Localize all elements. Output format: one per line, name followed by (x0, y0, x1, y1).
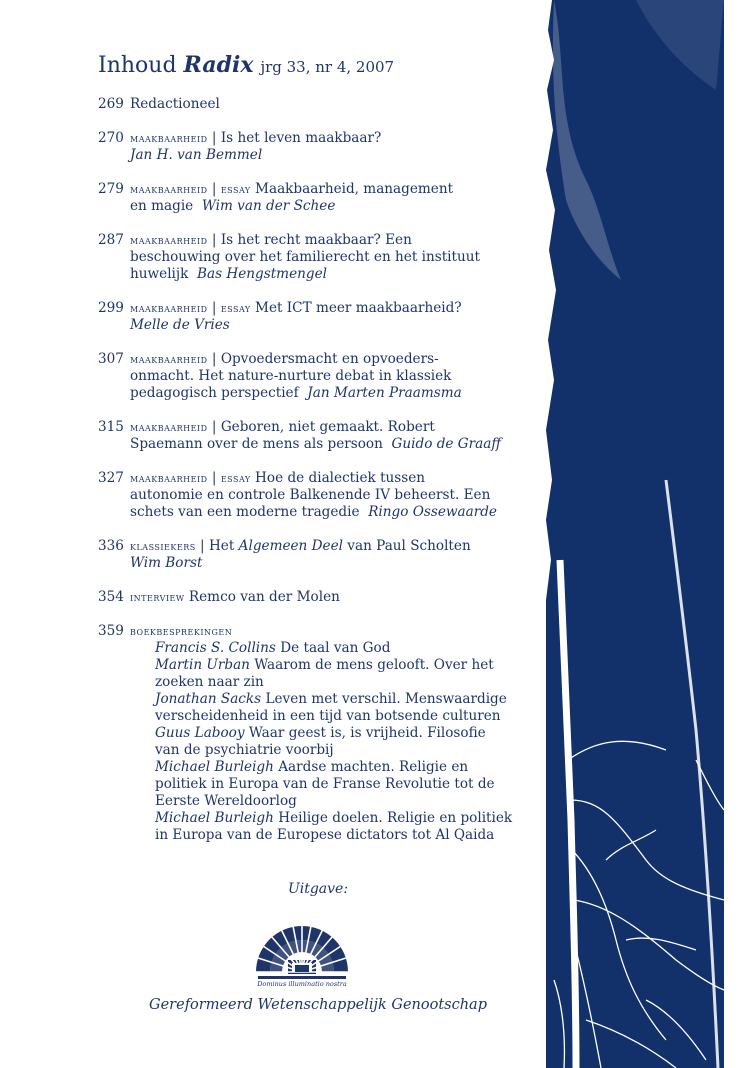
toc-entry[interactable]: 279 maakbaarheid | essay Maakbaarheid, management en magie Wim van der Schee (98, 181, 454, 214)
list-item[interactable] (155, 691, 538, 725)
section-label: maakbaarheid (130, 353, 208, 366)
publisher-name: Gereformeerd Wetenschappelijk Genootschap (149, 997, 487, 1013)
section-label: klassiekers (130, 540, 196, 553)
book-title-cont: verscheidenheid in een tijd van botsende culturen (155, 708, 501, 724)
entry-title-cont: onmacht. Het nature-nurture debat in klassiek (130, 368, 452, 384)
title-issue: jrg 33, nr 4, 2007 (260, 58, 395, 76)
sunburst-logo-icon (252, 910, 352, 990)
entry-title-cont: autonomie en controle Balkenende IV beheerst. Een (130, 487, 491, 503)
book-title-cont: Eerste Wereldoorlog (155, 793, 297, 809)
page-title (98, 50, 538, 82)
toc-entry[interactable]: 270 maakbaarheid | Is het leven maakbaar? Jan H. van Bemmel (98, 130, 538, 164)
toc-entry[interactable]: 287 maakbaarheid | Is het recht maakbaar? Een beschouwing over het familierecht en het instituut huwelijk Bas Hengstmengel (98, 232, 538, 283)
entry-title-cont: van Paul Scholten (347, 538, 471, 554)
section-label: maakbaarheid (130, 472, 208, 485)
book-title: Leven met verschil. Menswaardige (265, 691, 507, 707)
entry-title: Met ICT meer maakbaarheid? (255, 300, 462, 316)
book-author: Martin Urban (155, 657, 250, 673)
uitgave-label: Uitgave: (287, 881, 349, 897)
book-title: Heilige doelen. Religie en politiek (278, 810, 513, 826)
entry-title: Hoe de dialectiek tussen (255, 470, 426, 486)
entry-author: Ringo Ossewaarde (368, 504, 497, 520)
book-author: Michael Burleigh (155, 759, 274, 775)
entry-author: Wim Borst (130, 555, 203, 571)
book-author: Guus Labooy (155, 725, 245, 741)
entry-title-cont: Spaemann over de mens als persoon (130, 436, 383, 452)
section-label: maakbaarheid (130, 421, 208, 434)
entry-title: Opvoedersmacht en opvoeders- (220, 351, 439, 367)
toc-entry[interactable]: 299 maakbaarheid | essay Met ICT meer maakbaarheid? Melle de Vries (98, 300, 538, 334)
entry-title-italic: Algemeen Deel (238, 538, 343, 554)
entry-title-cont: en magie (130, 198, 194, 214)
section-label: essay (220, 302, 251, 315)
section-label: essay (220, 472, 251, 485)
toc-entry[interactable]: 336 klassiekers | Het Algemeen Deel van Paul Scholten Wim Borst (98, 538, 538, 572)
entry-title-cont: beschouwing over het familierecht en het instituut (130, 249, 480, 265)
entry-title: Geboren, niet gemaakt. Robert (220, 419, 435, 435)
entry-author: Bas Hengstmengel (197, 266, 327, 282)
page-number: 327 (98, 470, 124, 486)
entry-title-cont: schets van een moderne tragedie (130, 504, 360, 520)
table-of-contents (98, 50, 538, 844)
book-author: Francis S. Collins (155, 640, 276, 656)
page-number: 269 (98, 96, 124, 112)
toc-entry[interactable] (98, 623, 538, 844)
book-title: Waarom de mens gelooft. Over het (254, 657, 494, 673)
book-title: Aardse machten. Religie en (278, 759, 469, 775)
page-number: 336 (98, 538, 124, 554)
entry-title: Maakbaarheid, management (255, 181, 454, 197)
toc-entry[interactable] (98, 589, 538, 606)
entry-author: Wim van der Schee (201, 198, 336, 214)
page-number: 270 (98, 130, 124, 146)
page-number: 307 (98, 351, 124, 367)
title-word-inhoud: Inhoud (98, 53, 177, 78)
list-item[interactable] (155, 657, 538, 691)
page-number: 279 (98, 181, 124, 197)
book-review-list (130, 640, 538, 844)
list-item[interactable] (155, 640, 538, 657)
book-title-cont: politiek in Europa van de Franse Revolutie tot de (155, 776, 495, 792)
toc-entry[interactable]: 315 maakbaarheid | Geboren, niet gemaakt. Robert Spaemann over de mens als persoon Guido de Graaff (98, 419, 501, 452)
section-label: essay (220, 183, 251, 196)
page-number: 354 (98, 589, 124, 605)
toc-entry[interactable]: 307 maakbaarheid | Opvoedersmacht en opvoeders- onmacht. Het nature-nurture debat in klassiek pedagogisch perspectief Jan Marten Praamsma (98, 351, 538, 402)
title-word-radix: Radix (183, 52, 254, 78)
entry-title-cont: huwelijk (130, 266, 189, 282)
entry-title-cont: pedagogisch perspectief (130, 385, 299, 401)
section-label: boekbesprekingen (130, 625, 233, 638)
entry-title: Is het recht maakbaar? Een (220, 232, 412, 248)
section-label: maakbaarheid (130, 234, 208, 247)
toc-entry[interactable] (98, 96, 538, 113)
book-title-cont: zoeken naar zin (155, 674, 264, 690)
entry-author: Guido de Graaff (391, 436, 501, 452)
page-number: 287 (98, 232, 124, 248)
page-number: 315 (98, 419, 124, 435)
list-item[interactable] (155, 725, 538, 759)
book-title-cont: van de psychiatrie voorbij (155, 742, 334, 758)
page-number: 359 (98, 623, 124, 639)
book-author: Jonathan Sacks (155, 691, 262, 707)
book-title: De taal van God (280, 640, 391, 656)
entry-author: Jan Marten Praamsma (307, 385, 462, 401)
book-title-cont: in Europa van de Europese dictators tot Al Qaida (155, 827, 495, 843)
logo-motto: Dominus illuminatio nostra (257, 980, 347, 988)
section-label: maakbaarheid (130, 302, 208, 315)
tree-branches-panel (546, 0, 724, 1068)
book-author: Michael Burleigh (155, 810, 274, 826)
entry-title: Redactioneel (130, 96, 220, 112)
entry-title: Het (208, 538, 235, 554)
entry-title: Is het leven maakbaar? (220, 130, 382, 146)
entry-title: Remco van der Molen (188, 589, 340, 605)
list-item[interactable] (155, 810, 538, 844)
list-item[interactable] (155, 759, 538, 810)
section-label: maakbaarheid (130, 132, 208, 145)
section-label: maakbaarheid (130, 183, 208, 196)
entry-author: Jan H. van Bemmel (130, 147, 263, 163)
book-title: Waar geest is, is vrijheid. Filosofie (248, 725, 486, 741)
entry-author: Melle de Vries (130, 317, 230, 333)
section-label: interview (130, 591, 185, 604)
toc-entry[interactable]: 327 maakbaarheid | essay Hoe de dialectiek tussen autonomie en controle Balkenende IV beheerst. Een schets van een moderne tragedie Ringo Ossewaarde (98, 470, 538, 521)
page-number: 299 (98, 300, 124, 316)
